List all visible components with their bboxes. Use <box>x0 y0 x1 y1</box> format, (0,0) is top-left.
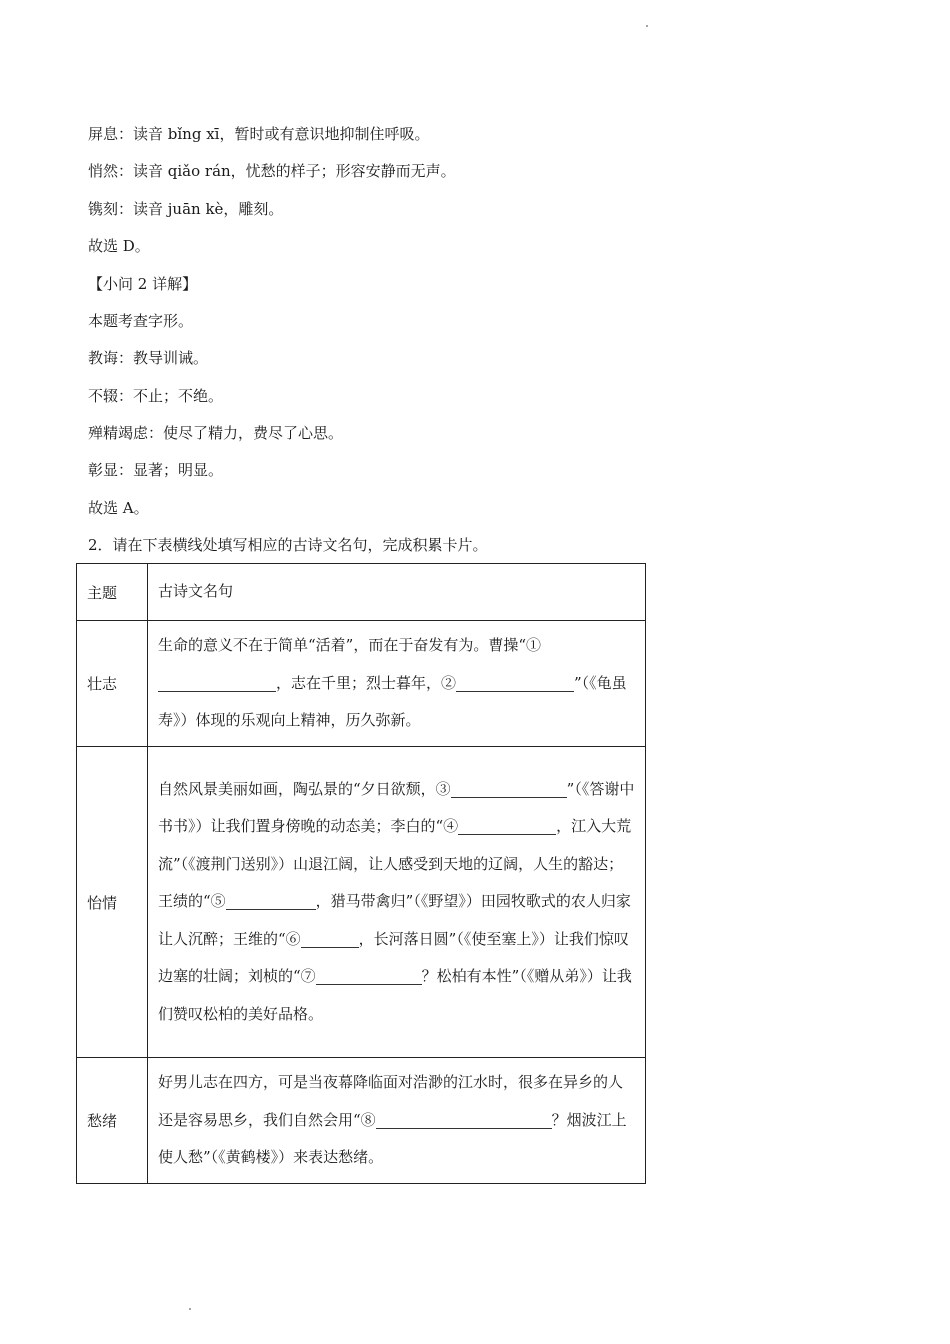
text-segment: ”（《龟虽寿》）体现的乐观向上精神，历久弥新。 <box>158 673 627 730</box>
text-line: 本题考查字形。 <box>88 312 194 330</box>
text-line: 悄然：读音 qiǎo rán，忧愁的样子；形容安静而无声。 <box>88 162 456 180</box>
table-header-row <box>77 564 646 621</box>
scan-dot <box>189 1308 191 1310</box>
question-stem: 2．请在下表横线处填写相应的古诗文名句，完成积累卡片。 <box>88 536 488 554</box>
text-segment: ，长河落日圆”（《使至塞上》）让我们惊叹边塞的壮阔；刘桢的“⑦ <box>158 929 629 986</box>
fill-blank-5[interactable] <box>226 891 316 910</box>
header-theme-cell: 主题 <box>77 564 148 621</box>
scan-dot <box>646 25 648 27</box>
text-line: 教诲：教导训诫。 <box>88 349 209 367</box>
header-content-cell: 古诗文名句 <box>148 564 646 621</box>
fill-blank-4[interactable] <box>458 816 556 835</box>
text-segment: ，志在千里；烈士暮年，② <box>276 673 457 692</box>
content-cell <box>148 621 646 747</box>
fill-blank-6[interactable] <box>301 929 359 948</box>
text-line: 彰显：显著；明显。 <box>88 461 224 479</box>
text-segment: 好男儿志在四方，可是当夜幕降临面对浩渺的江水时，很多在异乡的人还是容易思乡，我们自然会用“⑧ <box>158 1073 624 1129</box>
text-line: 殚精竭虑：使尽了精力，费尽了心思。 <box>88 424 344 442</box>
table-row <box>77 621 646 747</box>
text-segment: ，猎马带禽归”（《野望》）田园牧歌式的农人归家让人沉醉；王维的“⑥ <box>158 892 631 948</box>
text-segment: ”（《答谢中书书》）让我们置身傍晚的动态美；李白的“④ <box>158 779 635 836</box>
fill-blank-2[interactable] <box>456 673 574 692</box>
text-line: 故选 A。 <box>88 499 149 517</box>
fill-blank-1[interactable] <box>158 673 276 692</box>
text-segment: 自然风景美丽如画，陶弘景的“夕日欲颓，③ <box>158 779 451 798</box>
table-row <box>77 1058 646 1184</box>
fill-blank-3[interactable] <box>451 779 567 798</box>
theme-cell: 愁绪 <box>77 1058 148 1184</box>
text-line: 镌刻：读音 juān kè，雕刻。 <box>88 200 284 218</box>
theme-cell: 壮志 <box>77 621 148 747</box>
text-segment: 生命的意义不在于简单“活着”，而在于奋发有为。曹操“① <box>158 636 542 655</box>
section-heading: 【小问 2 详解】 <box>88 275 198 293</box>
content-cell <box>148 1058 646 1184</box>
accumulation-card-table <box>76 563 646 1184</box>
text-line: 故选 D。 <box>88 237 150 255</box>
text-segment: ，江入大荒流”（《渡荆门送别》）山退江阔，让人感受到天地的辽阔，人生的豁达；王绩的“⑤ <box>158 817 632 911</box>
fill-blank-7[interactable] <box>316 966 422 985</box>
table-row <box>77 747 646 1058</box>
text-segment: ？松柏有本性”（《赠从弟》）让我们赞叹松柏的美好品格。 <box>158 967 632 1023</box>
text-line: 不辍：不止；不绝。 <box>88 387 224 405</box>
text-segment: ？烟波江上使人愁”（《黄鹤楼》）来表达愁绪。 <box>158 1110 627 1167</box>
fill-blank-8[interactable] <box>376 1110 552 1129</box>
text-line: 屏息：读音 bǐng xī，暂时或有意识地抑制住呼吸。 <box>88 125 430 143</box>
theme-cell: 怡情 <box>77 747 148 1058</box>
content-cell <box>148 747 646 1058</box>
